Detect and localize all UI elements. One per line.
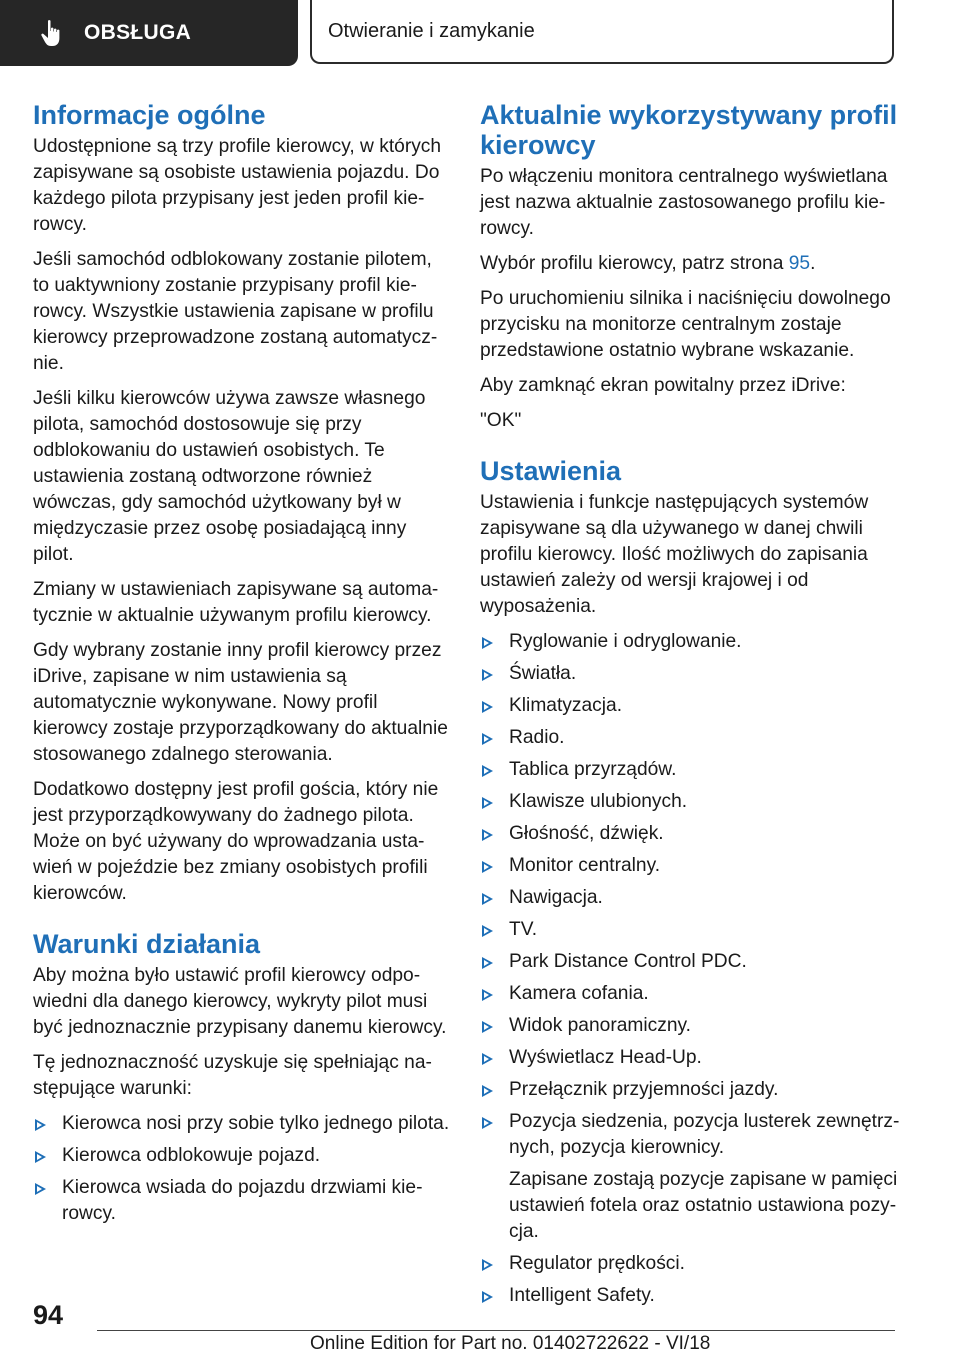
paragraph: Po włączeniu monitora centralnego wyświetlana jest nazwa aktualnie zastosowanego profilu kierowcy. (480, 166, 888, 239)
paragraph: Tę jednoznaczność uzyskuje się spełniając następujące warunki: (33, 1052, 432, 1099)
list-item: Głośność, dźwięk. (480, 821, 900, 847)
heading-operating-conditions: Warunki działania (33, 929, 261, 959)
list-item: Monitor centralny. (480, 853, 900, 879)
list-item: Nawigacja. (480, 885, 900, 911)
triangle-arrow-icon (482, 925, 493, 937)
settings-list (480, 629, 900, 1309)
list-item: Kierowca nosi przy sobie tylko jednego pilota. (33, 1111, 451, 1137)
paragraph: Gdy wybrany zostanie inny profil kierowcy przez iDrive, zapisane w nim ustawienia są automatycznie wykonywane. Nowy profil kierowcy zostaje przyporządkowany do aktualnie stosowanego zdalnego sterowania. (33, 640, 448, 765)
heading-settings: Ustawienia (480, 456, 622, 486)
triangle-arrow-icon (482, 1021, 493, 1033)
triangle-arrow-icon (482, 829, 493, 841)
list-item: Widok panoramiczny. (480, 1013, 900, 1039)
page-header (0, 0, 960, 66)
heading-general-info: Informacje ogólne (33, 100, 266, 130)
list-item: Regulator prędkości. (480, 1251, 900, 1277)
triangle-arrow-icon (482, 669, 493, 681)
paragraph: "OK" (480, 410, 522, 431)
list-item: Przełącznik przyjemności jazdy. (480, 1077, 900, 1103)
triangle-arrow-icon (482, 1117, 493, 1129)
triangle-arrow-icon (35, 1183, 46, 1195)
chapter-tab[interactable] (310, 0, 894, 64)
page-number: 94 (33, 1300, 64, 1330)
hand-pointer-icon (40, 19, 66, 47)
triangle-arrow-icon (35, 1119, 46, 1131)
list-item-note: Zapisane zostają pozycje zapisane w pamięci ustawień fotela oraz ostatnio ustawiona pozycja. (509, 1169, 898, 1242)
list-item: Wyświetlacz Head-Up. (480, 1045, 900, 1071)
list-item: Kamera cofania. (480, 981, 900, 1007)
triangle-arrow-icon (482, 733, 493, 745)
list-item: Ryglowanie i odryglowanie. (480, 629, 900, 655)
paragraph: Jeśli kilku kierowców używa zawsze własnego pilota, samochód dostosowuje się przy odblokowaniu do ustawień osobistych. Te ustawienia zostaną odtworzone również wówczas, gdy samochód użytkowany był w międzyczasie przez osobę posiadającą inny pilot. (33, 388, 426, 565)
paragraph: Aby można było ustawić profil kierowcy odpowiedni dla danego kierowcy, wykryty pilot musi być jednoznacznie przypisany danemu kierowcy. (33, 965, 447, 1038)
list-item: Światła. (480, 661, 900, 687)
left-column (33, 100, 451, 1233)
list-item: Kierowca odblokowuje pojazd. (33, 1143, 451, 1169)
heading-current-profile: Aktualnie wykorzystywany profil kierowcy (480, 100, 898, 160)
section-title: OBSŁUGA (84, 21, 192, 44)
page-link[interactable]: 95 (788, 253, 811, 274)
triangle-arrow-icon (482, 957, 493, 969)
triangle-arrow-icon (35, 1151, 46, 1163)
list-item: TV. (480, 917, 900, 943)
paragraph: Wybór profilu kierowcy, patrz strona 95. (480, 253, 816, 274)
list-item: Intelligent Safety. (480, 1283, 900, 1309)
paragraph: Aby zamknąć ekran powitalny przez iDrive: (480, 375, 846, 396)
paragraph: Dodatkowo dostępny jest profil gościa, który nie jest przyporządkowywany do żadnego pilota. Może on być używany do wprowadzania ustawień w pojeździe bez zmiany osobistych profili kierowców. (33, 779, 439, 904)
right-column (480, 100, 900, 1315)
paragraph: Udostępnione są trzy profile kierowcy, w których zapisywane są osobiste ustawienia pojazdu. Do każdego pilota przypisany jest jeden profil kierowcy. (33, 136, 442, 235)
triangle-arrow-icon (482, 701, 493, 713)
triangle-arrow-icon (482, 1259, 493, 1271)
triangle-arrow-icon (482, 637, 493, 649)
footer-divider (97, 1330, 895, 1331)
paragraph: Po uruchomieniu silnika i naciśnięciu dowolnego przycisku na monitorze centralnym zostaje przedstawione ostatnio wybrane wskazanie. (480, 288, 891, 361)
list-item: Radio. (480, 725, 900, 751)
section-tab[interactable] (0, 0, 298, 66)
paragraph: Ustawienia i funkcje następujących systemów zapisywane są dla używanego w danej chwili profilu kierowcy. Ilość możliwych do zapisania ustawień zależy od wersji krajowej i od wyposażenia. (480, 492, 869, 617)
triangle-arrow-icon (482, 893, 493, 905)
list-item: Pozycja siedzenia, pozycja lusterek zewnętrznych, pozycja kierownicy. Zapisane zostają pozycje zapisane w pamięci ustawień fotela oraz ostatnio ustawiona pozycja. (480, 1109, 900, 1245)
triangle-arrow-icon (482, 1085, 493, 1097)
triangle-arrow-icon (482, 765, 493, 777)
triangle-arrow-icon (482, 1291, 493, 1303)
triangle-arrow-icon (482, 861, 493, 873)
triangle-arrow-icon (482, 797, 493, 809)
list-item: Kierowca wsiada do pojazdu drzwiami kierowcy. (33, 1175, 451, 1227)
chapter-title: Otwieranie i zamykanie (328, 19, 535, 42)
footer-edition: Online Edition for Part no. 01402722622 - VI/18 (310, 1333, 711, 1354)
triangle-arrow-icon (482, 989, 493, 1001)
triangle-arrow-icon (482, 1053, 493, 1065)
list-item: Tablica przyrządów. (480, 757, 900, 783)
list-item: Klawisze ulubionych. (480, 789, 900, 815)
paragraph: Zmiany w ustawieniach zapisywane są automatycznie w aktualnie używanym profilu kierowcy. (33, 579, 439, 626)
list-item: Park Distance Control PDC. (480, 949, 900, 975)
list-item: Klimatyzacja. (480, 693, 900, 719)
paragraph: Jeśli samochód odblokowany zostanie pilotem, to uaktywniony zostanie przypisany profil kierowcy. Wszystkie ustawienia zapisane w profilu kierowcy przeprowadzone zostaną automatycznie. (33, 249, 438, 374)
conditions-list (33, 1111, 451, 1227)
